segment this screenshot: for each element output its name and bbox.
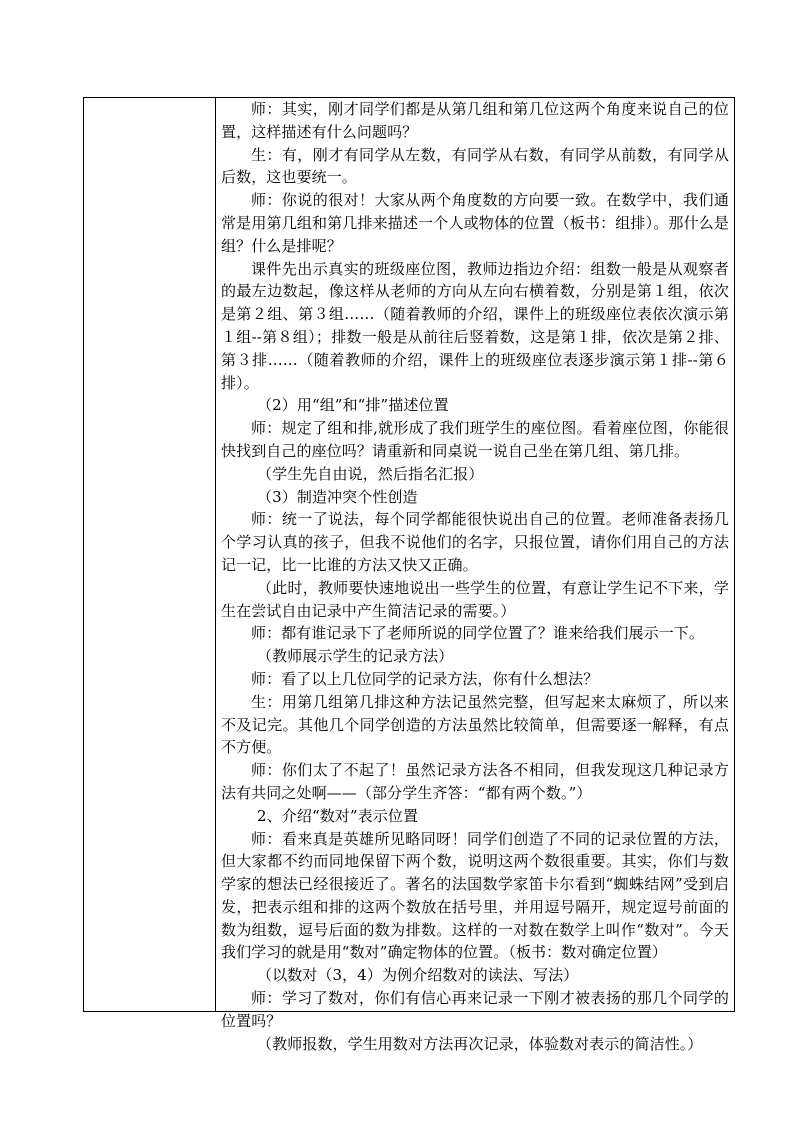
paragraph: （教师展示学生的记录方法） bbox=[257, 647, 454, 666]
paragraph: （此时，教师要快速地说出一些学生的位置，有意让学生记不下来，学生在尝试自由记录中产生简洁记录的需要。） bbox=[221, 578, 729, 620]
section-heading: （3）制造冲突个性创造 bbox=[257, 487, 418, 506]
paragraph: 师：你说的很对！大家从两个角度数的方向要一致。在数学中，我们通常是用第几组和第几排来描述一个人或物体的位置（板书：组排）。那什么是组？什么是排呢？ bbox=[221, 191, 729, 255]
paragraph: 师：都有谁记录下了老师所说的同学位置了？谁来给我们展示一下。 bbox=[251, 624, 705, 643]
lesson-table bbox=[83, 97, 735, 1053]
table-left-column bbox=[84, 98, 216, 1011]
paragraph: 师：看了以上几位同学的记录方法，你有什么想法？ bbox=[251, 669, 599, 688]
paragraph: 师：规定了组和排,就形成了我们班学生的座位图。看着座位图，你能很快找到自己的座位吗？请重新和同桌说一说自己坐在第几组、第几排。 bbox=[221, 419, 729, 460]
paragraph: 生：有，刚才有同学从左数，有同学从右数，有同学从前数，有同学从后数，这也要统一。 bbox=[221, 145, 729, 187]
section-heading: （2）用“组”和“排”描述位置 bbox=[257, 396, 449, 415]
paragraph: 生：用第几组第几排这种方法记虽然完整，但写起来太麻烦了，所以来不及记完。其他几个同学创造的方法虽然比较简单，但需要逐一解释，有点不方便。 bbox=[221, 692, 729, 757]
paragraph: 师：学习了数对，你们有信心再来记录一下刚才被表扬的那几个同学的位置吗？ bbox=[221, 989, 729, 1030]
section-heading: 2、介绍“数对”表示位置 bbox=[257, 806, 419, 825]
paragraph: 师：看来真是英雄所见略同呀！同学们创造了不同的记录位置的方法，但大家都不约而同地保留下两个数，说明这两个数很重要。其实，你们与数学家的想法已经很接近了。著名的法国数学家笛卡尔看到“蜘蛛结网”受到启发，把表示组和排的这两个数放在括号里，并用逗号隔开，规定逗号前面的数为组数，逗号后面的数为排数。这样的一对数在数学上叫作“数对”。今天我们学习的就是用“数对”确定物体的位置。（板书：数对确定位置） bbox=[221, 829, 729, 962]
paragraph: 师：统一了说法，每个同学都能很快说出自己的位置。老师准备表扬几个学习认真的孩子，但我不说他们的名字，只报位置，请你们用自己的方法记一记，比一比谁的方法又快又正确。 bbox=[221, 510, 729, 574]
paragraph: （教师报数，学生用数对方法再次记录，体验数对表示的简洁性。） bbox=[257, 1034, 703, 1053]
paragraph: 师：你们太了不起了！虽然记录方法各不相同，但我发现这几种记录方法有共同之处啊——（部分学生齐答：“都有两个数。”） bbox=[221, 761, 729, 802]
table-content-column bbox=[216, 98, 734, 1053]
paragraph: （以数对（3，4）为例介绍数对的读法、写法） bbox=[257, 966, 579, 985]
paragraph: 课件先出示真实的班级座位图，教师边指边介绍：组数一般是从观察者的最左边数起，像这样从老师的方向从左向右横着数，分别是第１组，依次是第２组、第３组……（随着教师的介绍，课件上的班级座位表依次演示第１组--第８组）；排数一般是从前往后竖着数，这是第１排，依次是第２排、第３排……（随着教师的介绍，课件上的班级座位表逐步演示第１排--第６排）。 bbox=[221, 259, 729, 392]
paragraph: （学生先自由说，然后指名汇报） bbox=[257, 464, 484, 483]
paragraph: 师：其实，刚才同学们都是从第几组和第几位这两个角度来说自己的位置，这样描述有什么问题吗？ bbox=[221, 100, 729, 141]
